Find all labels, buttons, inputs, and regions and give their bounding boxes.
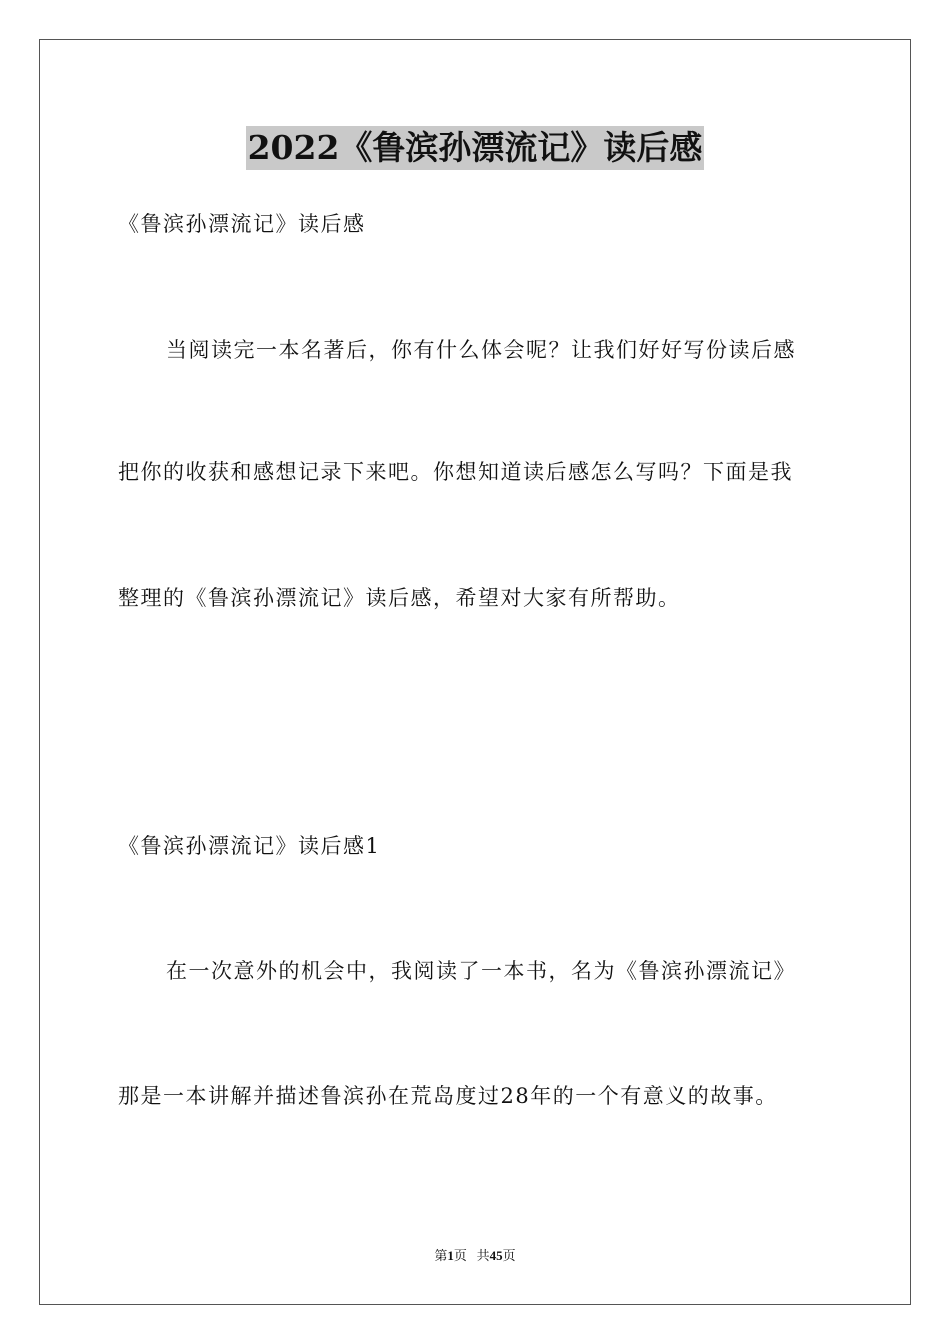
footer-total-pages: 45 <box>489 1248 503 1263</box>
document-title: 2022《鲁滨孙漂流记》读后感 <box>246 126 705 170</box>
title-container <box>0 126 950 170</box>
intro-paragraph-line-2: 把你的收获和感想记录下来吧。你想知道读后感怎么写吗？下面是我 <box>118 460 793 484</box>
section-1-line-1: 在一次意外的机会中，我阅读了一本书，名为《鲁滨孙漂流记》 <box>166 959 796 983</box>
document-subtitle: 《鲁滨孙漂流记》读后感 <box>118 212 366 236</box>
footer-page-prefix: 第 <box>434 1248 448 1263</box>
section-heading-1: 《鲁滨孙漂流记》读后感1 <box>118 834 381 858</box>
footer-total-suffix: 页 <box>502 1248 516 1263</box>
section-1-line-2: 那是一本讲解并描述鲁滨孙在荒岛度过28年的一个有意义的故事。 <box>118 1084 778 1108</box>
page-footer <box>0 1247 950 1265</box>
intro-paragraph-line-1: 当阅读完一本名著后，你有什么体会呢？让我们好好写份读后感 <box>166 338 796 362</box>
footer-page-suffix: 页 <box>453 1248 467 1263</box>
footer-total-prefix: 共 <box>476 1248 490 1263</box>
intro-paragraph-line-3: 整理的《鲁滨孙漂流记》读后感，希望对大家有所帮助。 <box>118 586 681 610</box>
footer-page-number: 1 <box>447 1248 454 1263</box>
